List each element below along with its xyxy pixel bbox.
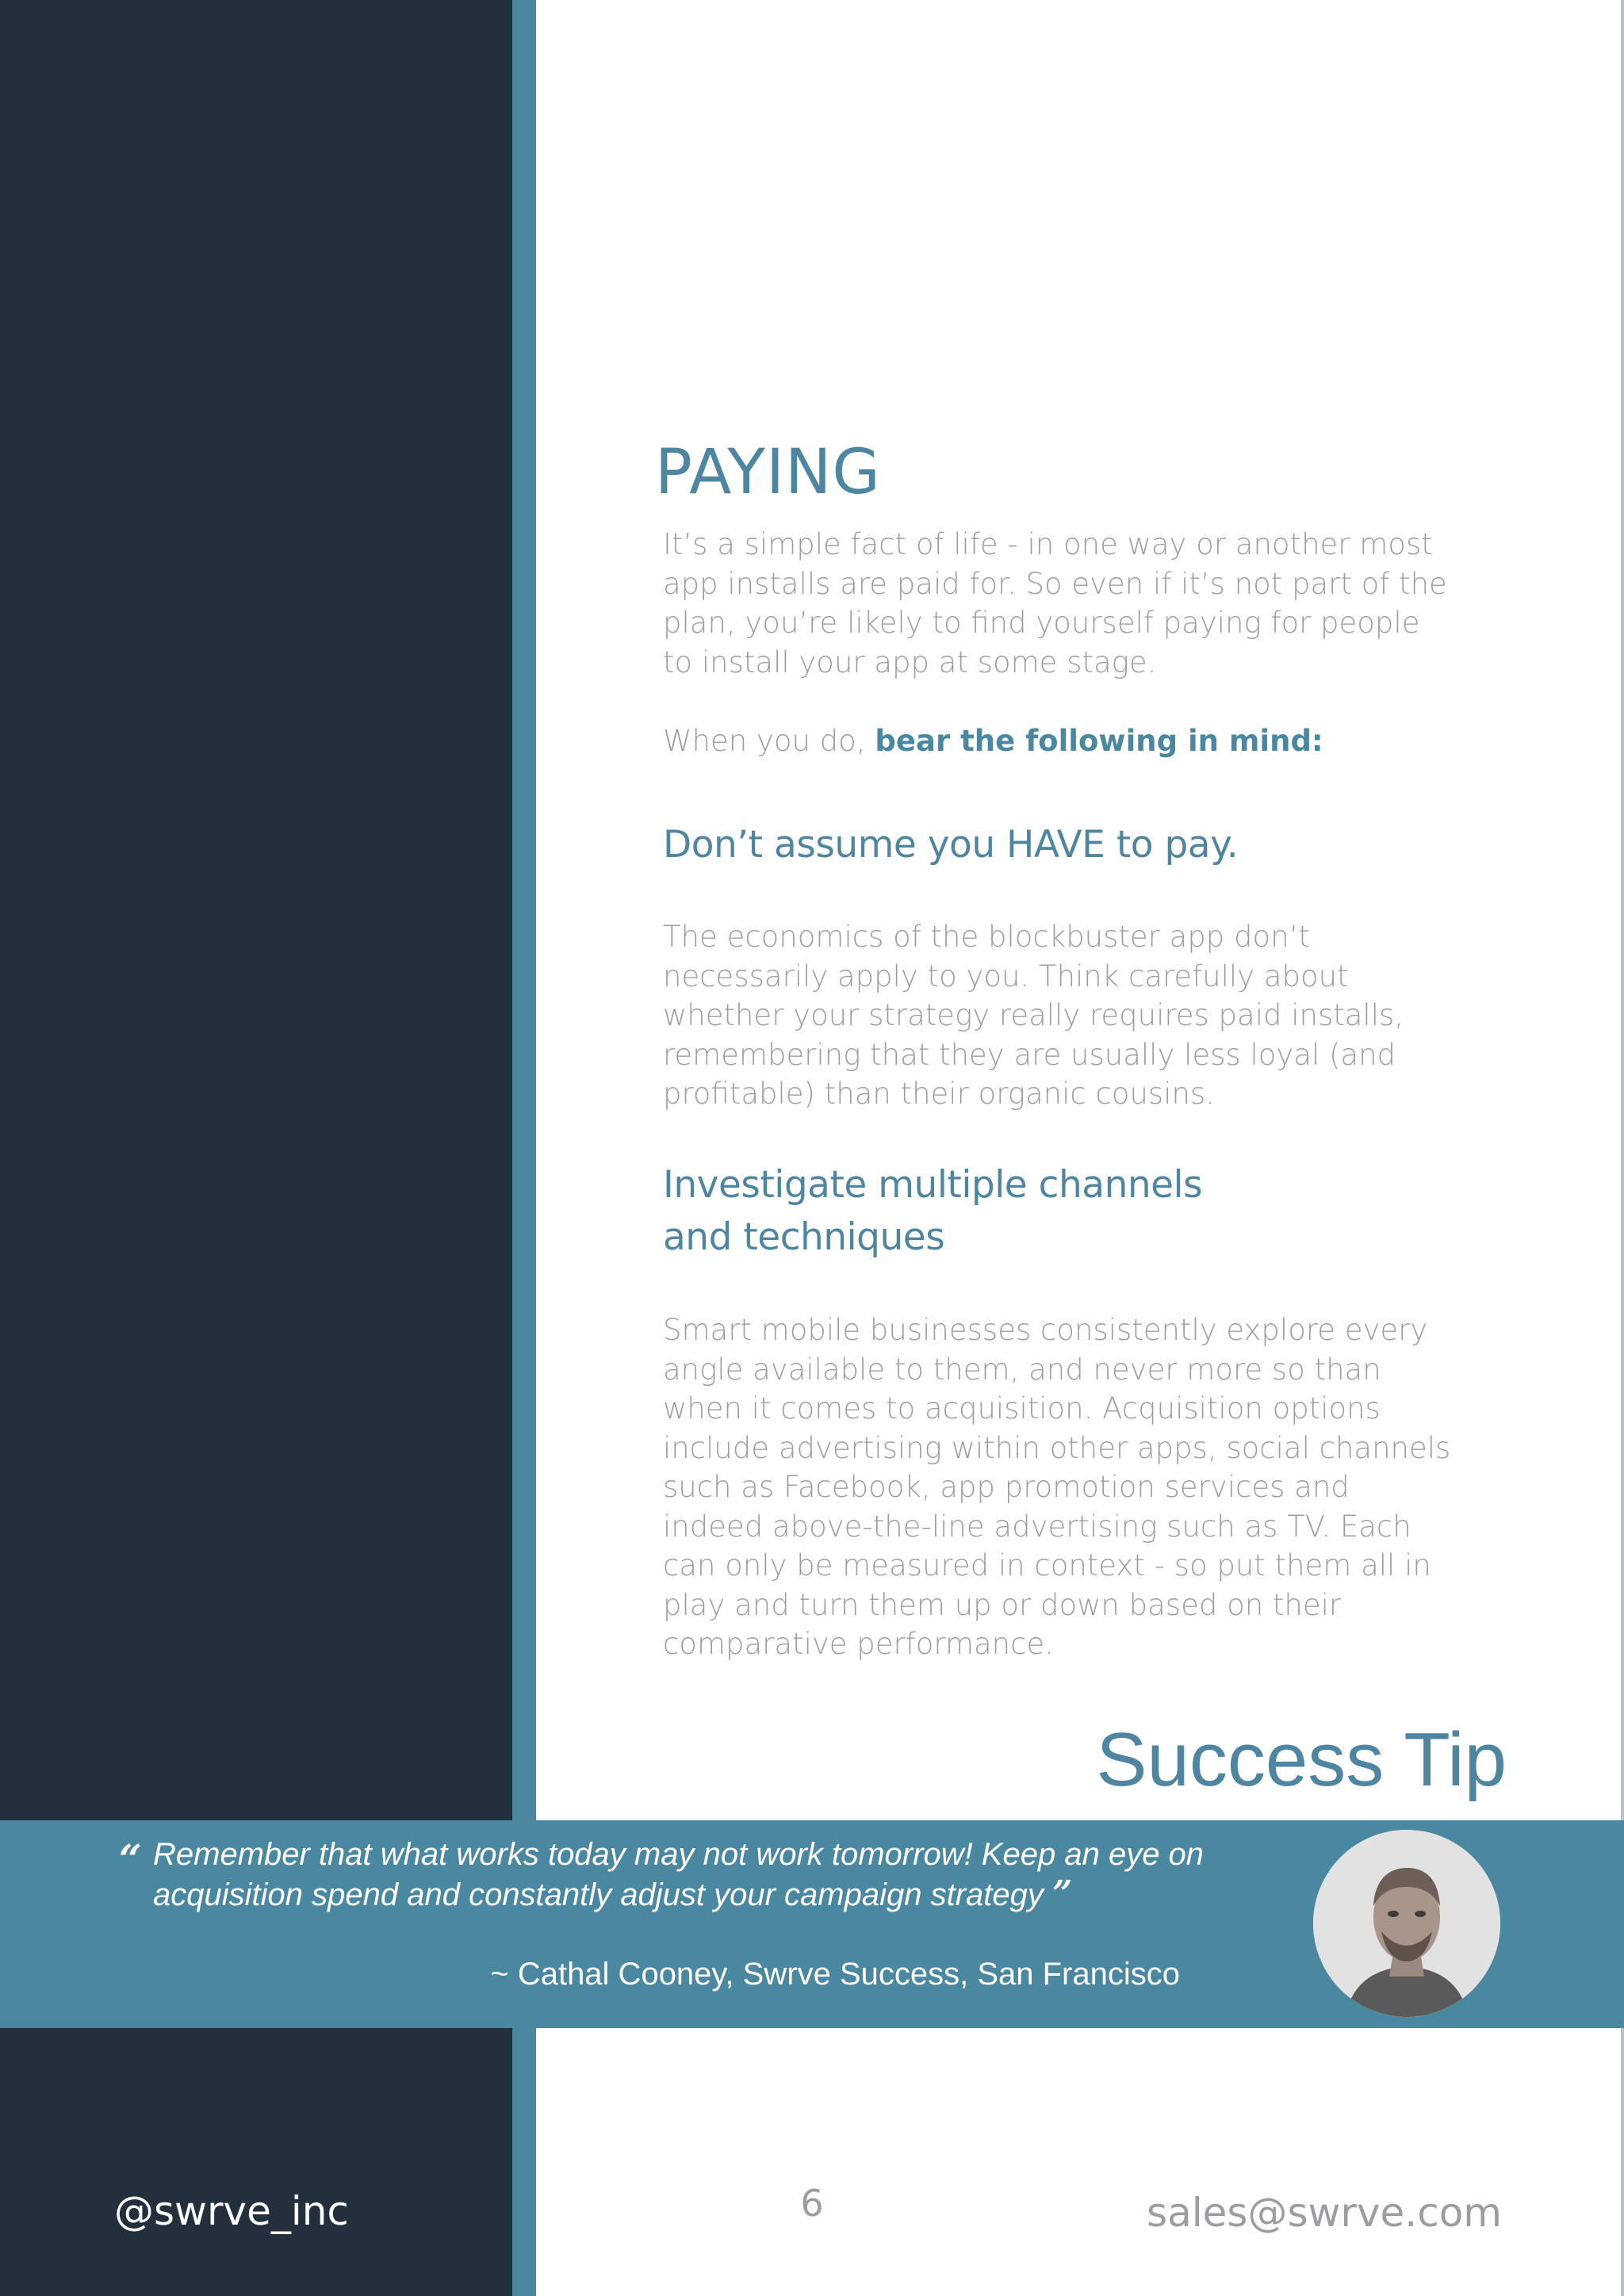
avatar: [1313, 1830, 1500, 2017]
open-quote-mark: “: [119, 1835, 142, 1882]
close-quote-mark: ”: [1052, 1873, 1073, 1914]
lead-text: When you do,: [663, 724, 875, 758]
footer-twitter-handle[interactable]: @swrve_inc: [114, 2188, 349, 2234]
point-2-body: Smart mobile businesses consistently explore every angle available to them, and never more so than when it comes to acquisition. Acquisition options include advertising within other apps, social channels such as Facebook, app promotion services and indeed above-the-line advertising such as TV. Each can only be measured in context - so put them all in play and turn them up or down based on their comparative performance.: [663, 1313, 1451, 1661]
lead-emphasis: bear the following in mind:: [875, 724, 1323, 758]
success-tip-title: Success Tip: [1096, 1717, 1507, 1802]
page-number: 6: [800, 2182, 824, 2225]
success-tip-quote: [153, 1835, 1247, 1915]
point-1-body: The economics of the blockbuster app don’t necessarily apply to you. Think carefully about whether your strategy really requires paid installs, remembering that they are usually less loyal (and profitable) than their organic cousins.: [663, 920, 1404, 1111]
lead-paragraph: [663, 721, 1456, 761]
quote-attribution: ~ Cathal Cooney, Swrve Success, San Francisco: [490, 1957, 1180, 1992]
section-heading: PAYING: [655, 437, 881, 508]
point-1-title: Don’t assume you HAVE to pay.: [663, 823, 1239, 867]
quote-body: Remember that what works today may not work tomorrow! Keep an eye on acquisition spend and constantly adjust your campaign strategy: [153, 1837, 1205, 1912]
point-2-title: Investigate multiple channels and techniques: [663, 1163, 1203, 1259]
intro-paragraph: It’s a simple fact of life - in one way or another most app installs are paid for. So even if it’s not part of the plan, you’re likely to find yourself paying for people to install your app at some stage.: [663, 527, 1447, 679]
footer-email-link[interactable]: sales@swrve.com: [1147, 2190, 1502, 2236]
person-portrait-icon: [1313, 1830, 1500, 2017]
